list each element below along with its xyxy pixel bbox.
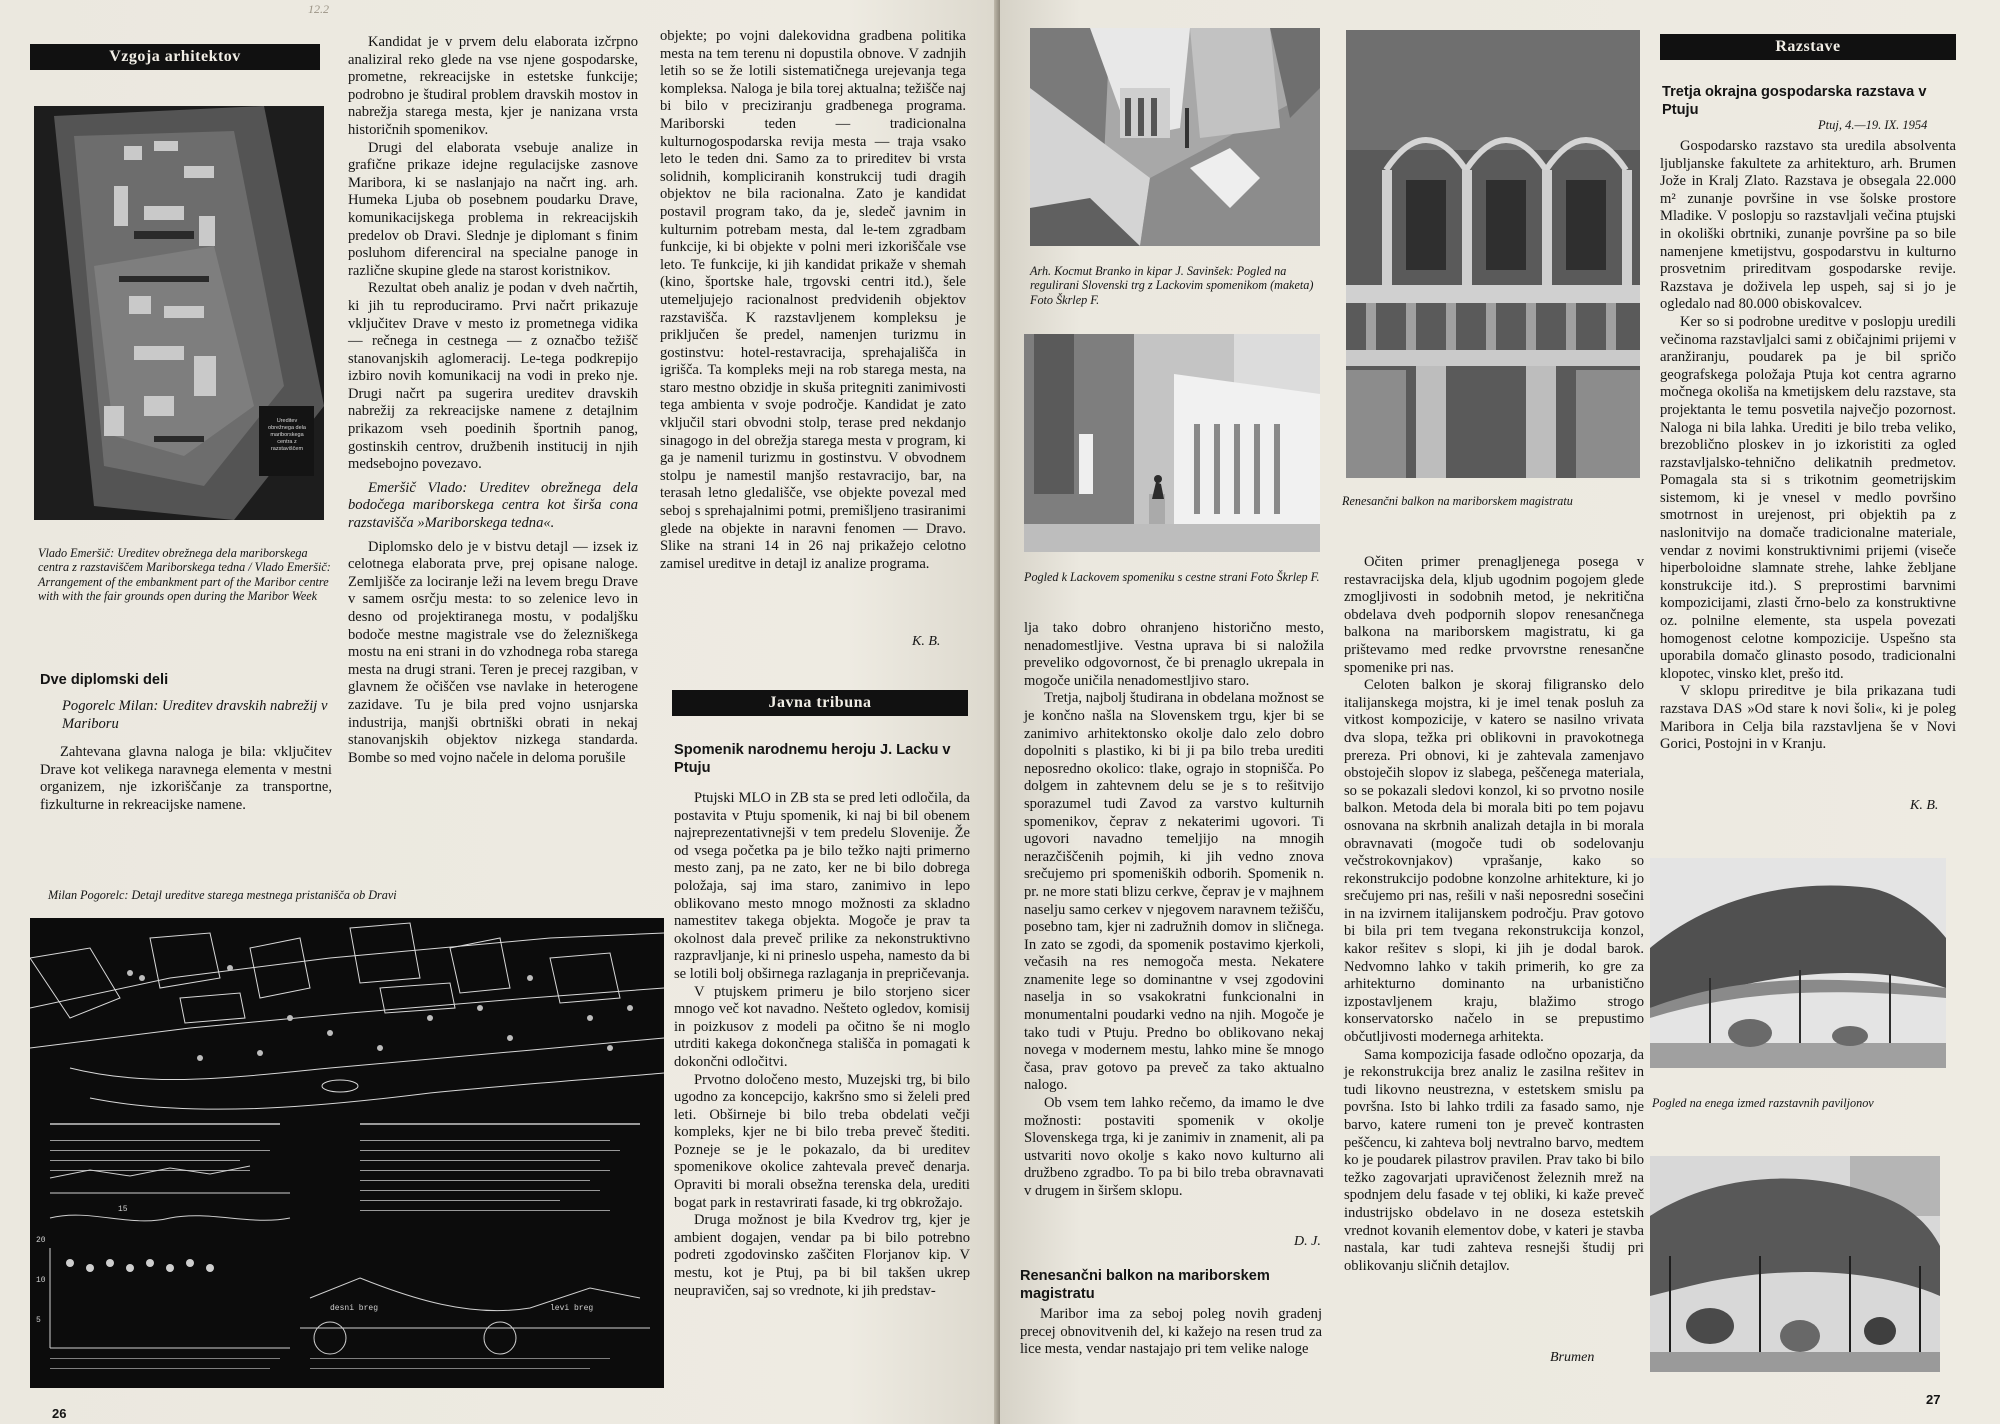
right-column-2 <box>1344 554 1644 1275</box>
photo-city-model <box>34 106 324 520</box>
rcol1-p1: lja tako dobro ohranjeno historično mesto, nenadomestljive. Vestna uprava bi si naložila preveliko odgovornost, če bi prenaglo ukrepala in mogoče uničila nenadomestljivo staro. <box>1024 620 1324 689</box>
spomenik-p1: Ptujski MLO in ZB sta se pred leti odločila, da postavita v Ptuju spomenik, ki naj bi bil obenem najreprezentativnejši v tem predelu Slovenije. Že od vsega početka pa je bilo težko najti primerno mesto zanj, pa ne zato, ker ne bi bilo dobrega položaja, saj ima staro, zanimivo in lepo oblikovano mesto mnogo možnosti za skladno namestitev takega objekta. Mogoče je prav ta okolnost dala preveč prilike za nekonstruktivno razpravljanje, ki ni prineslo uspeha, namesto da bi se lotili bolj obširnega razlaganja in prepričevanja. <box>674 790 970 982</box>
balkon-column <box>1020 1306 1322 1359</box>
corner-note: 12.2 <box>308 2 329 16</box>
photo-renaissance-balcony <box>1346 30 1640 478</box>
spomenik-title: Spomenik narodnemu heroju J. Lacku v Ptuju <box>674 742 951 776</box>
col3-signature: K. B. <box>912 634 941 649</box>
photo-square-model <box>1030 28 1320 246</box>
balkon-p1: Maribor ima za seboj poleg novih gradenj precej obnovitvenih del, ki kažejo na resen trud za lice mesta, vendar nastajajo pri tem velike naloge <box>1020 1306 1322 1358</box>
plan-label-5: 5 <box>36 1316 41 1325</box>
dve-subtitle: Pogorelc Milan: Ureditev dravskih nabrežij v Mariboru <box>62 698 328 732</box>
col2-p1: Kandidat je v prvem delu elaborata izčrpno analiziral reko glede na vse njene gospodarske, prometne, rekreacijske in estetske funkcije; podrobno je študiral problem dravskih mostov in nabrežja starega mesta, kjer je nanizana vrsta historičnih spomenikov. <box>348 34 638 138</box>
plan-label-levi-breg: levi breg <box>550 1304 594 1313</box>
balcony-caption: Renesančni balkon na mariborskem magistratu <box>1342 494 1573 508</box>
photo-caption-model: Vlado Emeršič: Ureditev obrežnega dela mariborskega centra z razstaviščem Mariborskega tedna / Vlado Emeršič: Arrangement of the embankment part of the Maribor centre with with the fair grounds open during the Maribor Week <box>38 546 331 604</box>
plan-label-10: 10 <box>36 1276 46 1285</box>
rcol2-signature: Brumen <box>1550 1350 1595 1365</box>
rcol2-p3: Sama kompozicija fasade odločno opozarja, da je rekonstrukcija brez analiz le zasilna rešitev in tudi likovno neustrezna, v estetskem smislu pa površna. Isto bi lahko trdili za fasado samo, nje barvo, katere rumeni ton je preveč kontrasten peščencu, ki zahteva bolj nevtralno barvo, medtem ko je poudarek pilastrov pravilen. Prav tako bi bilo težko zagovarjati upravičenost železnih mrež na spodnjem delu fasade v tej obliki, ki kaže preveč industrijsko obdelavo in ne doseza estetskih vrednot kovanih elementov dobe, v kateri je stavba nastala, kar tudi zahteva resnejši študij pri oblikovanju sličnih detajlov. <box>1344 1046 1644 1274</box>
dve-text: Zahtevana glavna naloga je bila: vključitev Drave kot velikega naravnega elementa v mestni organizem, nje izkoriščanje za transportne, fizkulturne in rekreacijske namene. <box>40 744 332 813</box>
plan-drawing <box>30 918 664 1388</box>
tretja-date: Ptuj, 4.—19. IX. 1954 <box>1818 118 1928 132</box>
tretja-p1: Gospodarsko razstavo sta uredila absolventa ljubljanske fakultete za arhitekturo, arh. Brumen Jože in Kralj Zlato. Razstava je obsegala 22.000 m² zunanje površine in vse šolske prostore Mladike. V poslopju so razstavljali večina ptujski in okoliški obrtniki, zunanje površine pa so bile namenjene kmetijstvu, gospodarstvu in kulturno prosvetnim prireditvam gospodarske revije. Razstava je doživela lep uspeh, saj si jo je ogledalo nad 80.000 obiskovalcev. <box>1660 138 1956 313</box>
tretja-title: Tretja okrajna gospodarska razstava v Ptuju <box>1662 84 1927 118</box>
rcol1-p2: Tretja, najbolj študirana in obdelana možnost se je končno našla na Slovenskem trgu, kjer bi se zanimivo arhitektonsko okolje dalo zelo dobro dopolniti s plastiko, ki bi ji pa bilo treba urediti neposredno okolico: tlake, ograjo in stopnišča. Po dolgem in zahtevnem delu se je s to rešitvijo sporazumel tudi Zavod za varstvo kulturnih spomenikov, čeprav z nekaterimi ugovori. Ti ugovori navadno temeljijo na mnogih nerazčiščenih pojmih, ki jih vedno znova srečujemo pri spomeniških odborih. Spomenik n. pr. ne more stati blizu cerkve, čeprav je v majhnem naselju samo cerkev v njegovem naravnem težišču, posebno tam, kjer ni zadružnih domov in sličnega. In zato se zgodi, da spomenik postavimo kjerkoli, večasih na res nemogoča mesta. Nekatere znamenite lege so dominantne v vsej zgodovini naselja in so vsakokratni funkcionalni in monumentalni poudarki vedno na njih. Mogoče je tako tudi v Ptuju. Predno bo oblikovano nekaj novega v modernem mestu, lahko mine še mnogo časa, prav gotovo pa preveč za tako aktualno nalogo. <box>1024 690 1324 1094</box>
plan-label-20: 20 <box>36 1236 46 1245</box>
section-banner-tribuna: Javna tribuna <box>672 690 968 716</box>
spomenik-p4: Druga možnost je bila Kvedrov trg, kjer je ambient dogajen, vendar pa bi bilo potrebno podreti zgodovinsko zaščiten Florjanov kip. V mestu, kot je Ptuj, pa bi bil takšen ukrep neupravičen, saj so vrednote, ki jih predstav- <box>674 1212 970 1299</box>
spomenik-p3: Prvotno določeno mesto, Muzejski trg, bi bilo ugodno za koncepcijo, kakršno smo si želeli pred leti. Obširneje bi bilo treba obdelati večji kompleks, kjer ne bi bilo treba preveč štediti. Pozneje se je le pokazalo, da bi ureditev spomenikove okolice zahtevala preveč denarja. Opraviti bi morali obsežna terenska dela, urediti bogat park in restavrirati fasade, ki trg obkrožajo. <box>674 1071 970 1211</box>
left-column-3 <box>660 28 966 573</box>
left-page <box>0 0 998 1424</box>
page-number-right: 27 <box>1926 1392 1941 1407</box>
spomenik-column <box>674 790 970 1300</box>
model-label-text: Ureditev obrežnega dela mariborskega centra z razstaviščem <box>268 418 306 452</box>
col2-p4: Diplomsko delo je v bistvu detajl — izsek iz celotnega elaborata prve, prej opisane naloge. Zemljišče za lociranje leži na levem bregu Drave v samem osrčju mesta: to so zelenice levo in desno od projektiranega mostu, v podaljšku bodoče mestne magistrale vse do železniškega mostu na eni strani in do vzhodnega roba starega mesta na drugi strani. Teren je precej razgiban, v glavnem že očiščen vse navlake in heterogene zazidave. Tu je bila pred vojno usnjarska industrija, manjši obrtniški obrati in nekaj stanovanjskih objektov nizkega standarda. Bombe so med vojno načele in deloma porušile <box>348 538 638 766</box>
col2-sub: Emeršič Vlado: Ureditev obrežnega dela bodočega mariborskega centra kot širša cona razstavišča »Mariborskega tedna«. <box>348 479 638 532</box>
left-column-2 <box>348 34 638 767</box>
photo-pavilion-2 <box>1650 1156 1940 1372</box>
col2-p2: Drugi del elaborata vsebuje analize in grafične prikaze idejne regulacijske zasnove Maribora, ki se naslanjajo na načrt ing. arh. Humeka Ljuba ob posebnem poudarku Drave, komunikacijskega problema in rekreacijskih predelov ob Dravi. Slednje je diplomant s finim posluhom diferenciral na specialne panoge in različne skupine glede na starost koristnikov. <box>348 139 638 279</box>
right-page <box>1000 0 2000 1424</box>
rcol1-p3: Ob vsem tem lahko rečemo, da imamo le dve možnosti: postaviti spomenik v okolje Slovenskega trga, ki je zanimiv in znamenit, ali pa ustvariti novo okolje s kako novo kulturno ali družbeno zgradbo. To pa bi bilo treba obravnavati v drugem in širšem sklopu. <box>1024 1095 1324 1199</box>
col2-p3: Rezultat obeh analiz je podan v dveh načrtih, ki jih tu reproduciramo. Prvi načrt prikazuje vključitev Drave v mesto iz prometnega vidika — rečnega in cestnega — z označbo težišč stanovanjskih aglomeracij. Le-tega podkrepijo izbiro novih komunikacij na vodi in preko nje. Drugi načrt pa sugerira ureditev dravskih nabrežij za rekreacijske namene z detajlnim prikazom vseh poedinih športnih panog, gostinskih centrov, družbenih institucij in njih medsebojno povezavo. <box>348 280 638 473</box>
plan-caption: Milan Pogorelc: Detajl ureditve starega mestnega pristanišča ob Dravi <box>48 888 397 902</box>
tretja-column <box>1660 138 1956 754</box>
section-banner-vzgoja: Vzgoja arhitektov <box>30 44 320 70</box>
right-column-1 <box>1024 620 1324 1201</box>
rcol1-signature: D. J. <box>1294 1234 1321 1249</box>
tretja-signature: K. B. <box>1910 798 1939 813</box>
lacko-caption: Pogled k Lackovem spomeniku s cestne strani Foto Škrlep F. <box>1024 570 1320 584</box>
plan-label-15: 15 <box>118 1205 128 1214</box>
photo-pavilion-1 <box>1650 858 1946 1068</box>
spomenik-p2: V ptujskem primeru je bilo storjeno sicer mnogo več kot navadno. Nešteto ogledov, komisij in poizkusov z modeli pa očitno še ni moglo utrditi kakega dokončnega stališča in pomagati k dokončni odločitvi. <box>674 983 970 1070</box>
dve-title: Dve diplomski deli <box>40 672 169 688</box>
plan-label-desni-breg: desni breg <box>330 1304 379 1313</box>
pavilion-caption: Pogled na enega izmed razstavnih paviljonov <box>1652 1096 1874 1110</box>
rcol2-p2: Celoten balkon je skoraj filigransko delo italijanskega mojstra, ki je imel tenak posluh za vitkost kompozicije, v katero se nasilno vrivata dva slopa, težka pri oblikovni in pravokotnega prereza. Pri obnovi, ki je zahtevala zamenjavo obstoječih slopov iz slabega, peščenega materiala, so se pokazali sledovi konzol, ki so prvotno nosile balkon. Metoda dela bi morala biti po tem pojavu osnovana na skrbnih analizah detajla in bi morala obravnavati (mogoče tudi ob sodelovanju večstrokovnjakov) vprašanje, kako so rekonstrukcijo podobne konzolne arhitekture, ki jo srečujemo pri nas, rešili v naši neposredni sosečini in na izvirnem italijanskem področju. Prav gotovo bi bila pri tem tvegana rekonstrukcija konzol, kakor rešitev s slopi, ki jih je dodal barok. Nedvomno lahko v takih primerih, ko gre za arhitekturno dominanto na urbanistično izpostavljenem kraju, blažimo strogo konservatorsko načelo in se prepustimo občutljivosti modernega arhitekta. <box>1344 677 1644 1046</box>
model-caption: Arh. Kocmut Branko in kipar J. Savinšek: Pogled na regulirani Slovenski trg z Lackovim spomenikom (maketa) Foto Škrlep F. <box>1030 264 1314 307</box>
tretja-p2: Ker so si podrobne ureditve v poslopju uredili večinoma razstavljalci sami z običajnimi prijemi v aranžiranju, poudarek pa je bil spričo geografskega položaja Ptuja kot centra agrarno močnega okoliša na kmetijskem delu razstave, sta projektanta le temu posvetila največjo pozornost. Naloga ni bila lahka. Urediti je bilo treba veliko, brezoblično ploskev in jo izkoristiti za ogled razstavljalsko-tehnično delikatnih predmetov. Pomagala sta si s trikotnim geometrijskim sistemom, ki je vnesel v medlo površino smotrnost in urejenost, pri objektih pa z naslonitvijo na domače tradicionalne materiale, vendar z novimi konstruktivnimi prijemi (viseče hiperboloidne slamnate strehe, lahke žebljane konstrukcije itd.). S preprostimi barvnimi kompozicijami, zlasti črno-belo za konstruktivne oz. polnilne elemente, sta uspela povezati homogenost celotne kompozicije. Uspešno sta uporabila domačo glinasto posodo, tradicionalni klopotec, vinsko klet, prešo itd. <box>1660 313 1956 682</box>
rcol2-p1: Očiten primer prenagljenega posega v restavracijska dela, kljub ugodnim pogojem glede zmogljivosti in sodobnih metod, je nekritična obdelava dveh podpornih slopov renesančnega balkona na mariborskem magistratu, ki ga prištevamo med redke prvovrstne renesančne spomenike pri nas. <box>1344 554 1644 676</box>
photo-lacko-monument <box>1024 334 1320 552</box>
col3-p1: objekte; po vojni dalekovidna gradbena politika mesta na tem terenu ni dopustila obnove. V zadnjih letih so se že lotili sistematičnega urejevanja tega kompleksa. Naloga je bila torej aktualna; težišče naj bi bilo v preciziranju gradbenega programa. Mariborski teden — tradicionalna kulturnogospodarska revija mesta — traja vsako leto le teden dni. Samo za to prireditev bi vrsta solidnih, kompliciranih konstrukcij tudi dragih objektov ne bila racionalna. Zato je kandidat postavil program tako, da je, sledeč javnim in kulturnim potrebam mesta, dal le-tem zgradbam funkcije, ki bi objekte v polni meri izkoriščale vse leto. Te funkcije, ki jih kandidat prikaže v shemah (kino, športske hale, trgovski centri itd.), šele utemeljujejo racionalnost predvidenih objektov razstavišča. K razstavljenem kompleksu je priključen še predel, namenjen turizmu in gostinstvu: hotel-restavracija, sprehajališča in igrišča. Ta kompleks meji na rob starega mesta, na staro mestno obzidje in skuša pritegniti zanimivosti tega ambienta v svoje področje. Kandidat je zato vključil stari obvodni stolp, terase pred nekdanjo sinagogo in del obrežja starega mesta v program, ki ga je namenil turizmu in gostinstvu. V obvodnem stolpu je namestil manjšo restavracijo, bar, na terasah letno gledališče, vse objekte povezal med seboj s sprehajalnimi potmi, premišljeno trasiranimi glede na objekte in naravni fenomen — Dravo. Slike na strani 14 in 26 naj prikažejo celotno zamisel ureditve in detajl iz analize programa. <box>660 28 966 572</box>
tretja-p3: V sklopu prireditve je bila prikazana tudi razstava DAS »Od stare k novi šoli«, ki je poleg Maribora in Celja bila razstavljena še v Novi Gorici, Postojni in v Kranju. <box>1660 683 1956 753</box>
page-number-left: 26 <box>52 1406 67 1421</box>
balkon-title: Renesančni balkon na mariborskem magistratu <box>1020 1268 1270 1302</box>
section-banner-razstave: Razstave <box>1660 34 1956 60</box>
